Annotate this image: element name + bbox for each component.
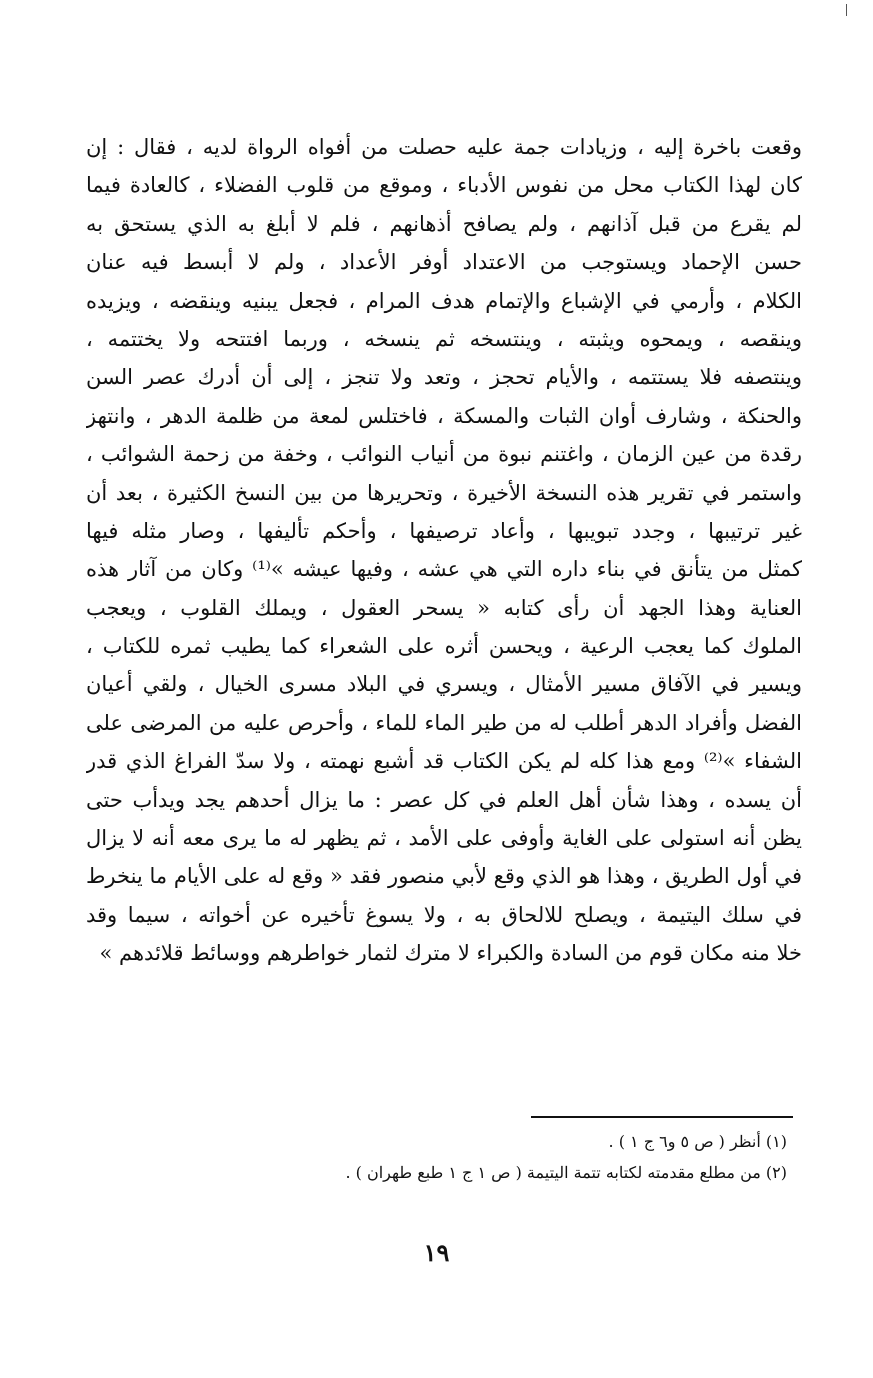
text-line: لم يقرع من قبل آذانهم ، ولم يصافح أذهانهم ، فلم لا أبلغ به الذي يستحق به <box>86 211 802 236</box>
footnote-2: (٢) من مطلع مقدمته لكتابه تتمة اليتيمة ( ص ١ ج ١ طبع طهران ) . <box>345 1163 787 1182</box>
text-line: ويسير في الآفاق مسير الأمثال ، ويسري في البلاد مسرى الخيال ، ولقي أعيان <box>86 672 802 697</box>
text-line: واستمر في تقرير هذه النسخة الأخيرة ، وتحريرها من بين النسخ الكثيرة ، بعد أن <box>86 480 802 505</box>
text-line: الكلام ، وأرمي في الإشباع والإتمام هدف المرام ، فجعل يبنيه وينقضه ، ويزيده <box>86 288 802 313</box>
page-number: ١٩ <box>423 1238 450 1267</box>
text-line: وقعت باخرة إليه ، وزيادات جمة عليه حصلت من أفواه الرواة لديه ، فقال : إن <box>86 135 802 159</box>
text-line: غير ترتيبها ، وجدد تبويبها ، وأعاد ترصيفها ، وأحكم تأليفها ، وصار مثله فيها <box>86 518 802 543</box>
text-line: الملوك كما يعجب الرعية ، ويحسن أثره على الشعراء كما يطيب ثمره للكتاب ، <box>86 634 802 659</box>
text-line: كمثل من يتأنق في بناء داره التي هي عشه ، وفيها عيشه »⁽¹⁾ وكان من آثار هذه <box>86 557 802 582</box>
text-line: في أول الطريق ، وهذا هو الذي وقع لأبي منصور فقد « وقع له على الأيام ما ينخرط <box>86 864 802 889</box>
text-line: العناية وهذا الجهد أن رأى كتابه « يسحر العقول ، ويملك القلوب ، ويعجب <box>86 595 802 620</box>
footnote-divider <box>531 1116 793 1118</box>
text-line: في سلك اليتيمة ، ويصلح للالحاق به ، ولا يسوغ تأخيره عن أخواته ، سيما وقد <box>86 902 802 927</box>
text-line: وينتصفه فلا يستتمه ، والأيام تحجز ، وتعد ولا تنجز ، إلى أن أدرك عصر السن <box>86 365 802 390</box>
text-line: أن يسده ، وهذا شأن أهل العلم في كل عصر : ما يزال أحدهم يجد ويدأب حتى <box>86 787 802 812</box>
text-line: كان لهذا الكتاب محل من نفوس الأدباء ، وموقع من قلوب الفضلاء ، كالعادة فيما <box>86 173 802 198</box>
text-line: والحنكة ، وشارف أوان الثبات والمسكة ، فاختلس لمعة من ظلمة الدهر ، وانتهز <box>86 403 802 428</box>
text-line: حسن الإحماد ويستوجب من الاعتداد أوفر الأعداد ، ولم لا أبسط فيه عنان <box>86 250 802 275</box>
body-text <box>86 128 802 973</box>
footnotes <box>71 1126 787 1188</box>
text-line: رقدة من عين الزمان ، واغتنم نبوة من أنياب النوائب ، وخفة من زحمة الشوائب ، <box>86 442 802 467</box>
footnote-1: (١) أنظر ( ص ٥ و٦ ج ١ ) . <box>608 1132 787 1151</box>
text-line: وينقصه ، ويمحوه ويثبته ، وينتسخه ثم ينسخه ، وربما افتتحه ولا يختتمه ، <box>86 326 802 351</box>
scan-edge-mark <box>846 4 847 16</box>
text-line: الشفاء »⁽²⁾ ومع هذا كله لم يكن الكتاب قد أشبع نهمته ، ولا سدّ الفراغ الذي قدر <box>86 749 802 774</box>
text-line: الفضل وأفراد الدهر أطلب له من طير الماء للماء ، وأحرص عليه من المرضى على <box>86 710 802 735</box>
text-line: يظن أنه استولى على الغاية وأوفى على الأمد ، ثم يظهر له ما يرى معه أنه لا يزال <box>86 826 802 851</box>
text-line: خلا منه مكان قوم من السادة والكبراء لا مترك لثمار خواطرهم ووسائط قلائدهم » <box>99 941 802 966</box>
